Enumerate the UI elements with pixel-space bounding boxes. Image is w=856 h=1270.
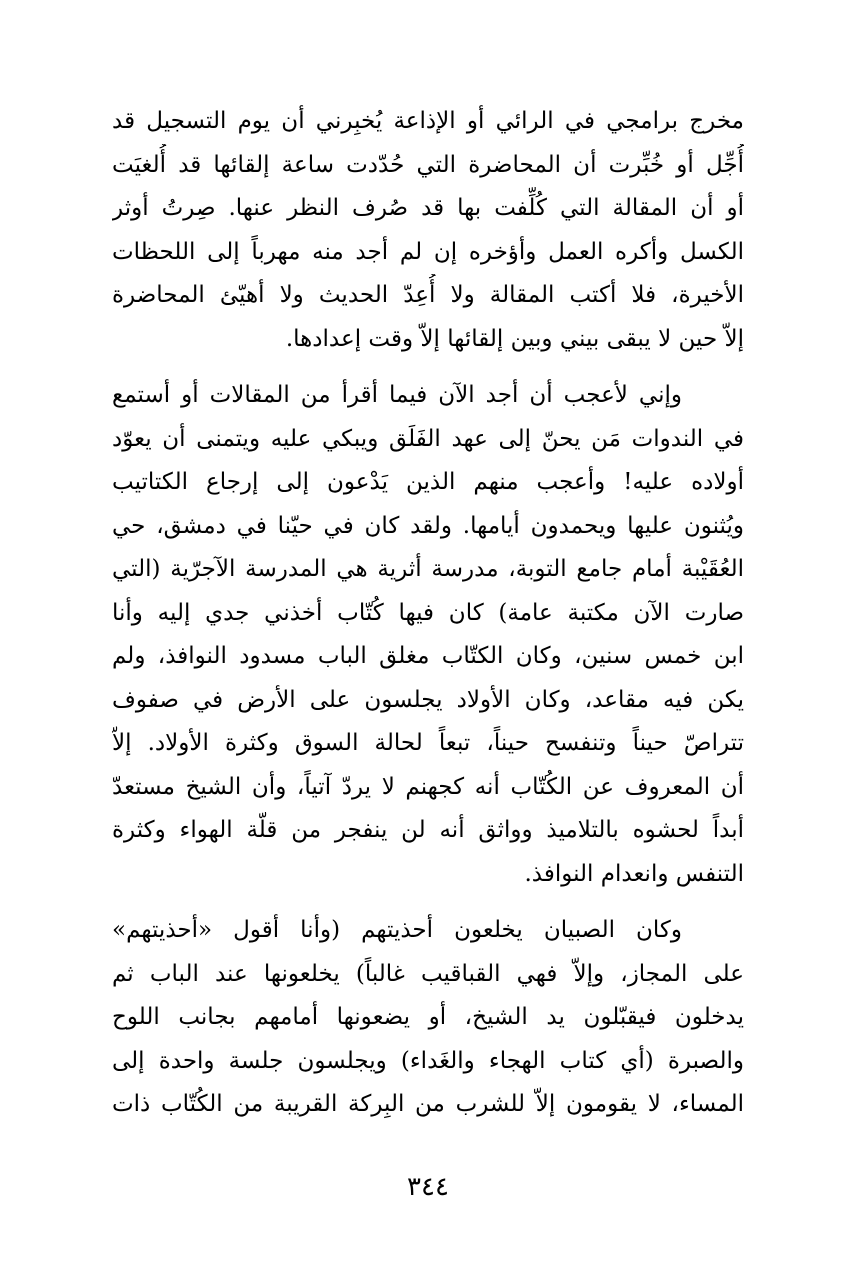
text-line: وإني لأعجب أن أجد الآن فيما أقرأ من المقالات أو أستمع — [112, 382, 682, 408]
text-line: أن المعروف عن الكُتّاب أنه كجهنم لا يردّ آتياً، وأن الشيخ مستعدّ — [112, 773, 744, 800]
text-line: في الندوات مَن يحنّ إلى عهد الفَلَق ويبكي عليه ويتمنى أن يعوّد — [112, 425, 744, 452]
text-line: وكان الصبيان يخلعون أحذيتهم (وأنا أقول «أحذيتهم» — [112, 917, 682, 943]
body-text — [112, 100, 744, 1127]
text-line: الأخيرة، فلا أكتب المقالة ولا أُعِدّ الحديث ولا أهيّئ المحاضرة — [112, 282, 744, 308]
paragraph-2 — [112, 374, 744, 896]
text-line: مخرج برامجي في الرائي أو الإذاعة يُخبِرني أن يوم التسجيل قد — [112, 108, 744, 134]
text-line: التنفس وانعدام النوافذ. — [524, 860, 744, 887]
text-line: على المجاز، وإلاّ فهي القباقيب غالباً) يخلعونها عند الباب ثم — [112, 960, 744, 987]
text-line: أبداً لحشوه بالتلاميذ وواثق أنه لن ينفجر من قلّة الهواء وكثرة — [112, 817, 744, 843]
text-line: أُجِّل أو خُبِّرت أن المحاضرة التي حُدّدت ساعة إلقائها قد أُلغيَت — [112, 151, 744, 178]
text-line: والصبرة (أي كتاب الهجاء والغَداء) ويجلسون جلسة واحدة إلى — [112, 1047, 744, 1074]
text-line: أو أن المقالة التي كُلِّفت بها قد صُرف النظر عنها. صِرتُ أوثر — [112, 195, 744, 221]
text-line: يكن فيه مقاعد، وكان الأولاد يجلسون على الأرض في صفوف — [112, 686, 744, 713]
text-line: يدخلون فيقبّلون يد الشيخ، أو يضعونها أمامهم بجانب اللوح — [112, 1004, 744, 1030]
text-line: أولاده عليه! وأعجب منهم الذين يَدْعون إلى إرجاع الكتاتيب — [112, 469, 744, 495]
text-line: صارت الآن مكتبة عامة) كان فيها كُتّاب أخذني جدي إليه وأنا — [112, 599, 744, 626]
text-line: العُقَيْبة أمام جامع التوبة، مدرسة أثرية هي المدرسة الآجرّية (التي — [112, 556, 744, 582]
text-line: إلاّ حين لا يبقى بيني وبين إلقائها إلاّ وقت إعدادها. — [285, 325, 744, 352]
paragraph-1 — [112, 100, 744, 361]
paragraph-3 — [112, 909, 744, 1127]
text-line: تتراصّ حيناً وتنفسح حيناً، تبعاً لحالة السوق وكثرة الأولاد. إلاّ — [112, 730, 744, 756]
page-number: ٣٤٤ — [407, 1172, 449, 1202]
text-line: ابن خمس سنين، وكان الكتّاب مغلق الباب مسدود النوافذ، ولم — [112, 643, 744, 669]
text-line: ويُثنون عليها ويحمدون أيامها. ولقد كان في حيّنا في دمشق، حي — [112, 512, 744, 539]
text-line: الكسل وأكره العمل وأؤخره إن لم أجد منه مهرباً إلى اللحظات — [112, 238, 744, 265]
text-line: المساء، لا يقومون إلاّ للشرب من البِركة القريبة من الكُتّاب ذات — [112, 1091, 744, 1117]
